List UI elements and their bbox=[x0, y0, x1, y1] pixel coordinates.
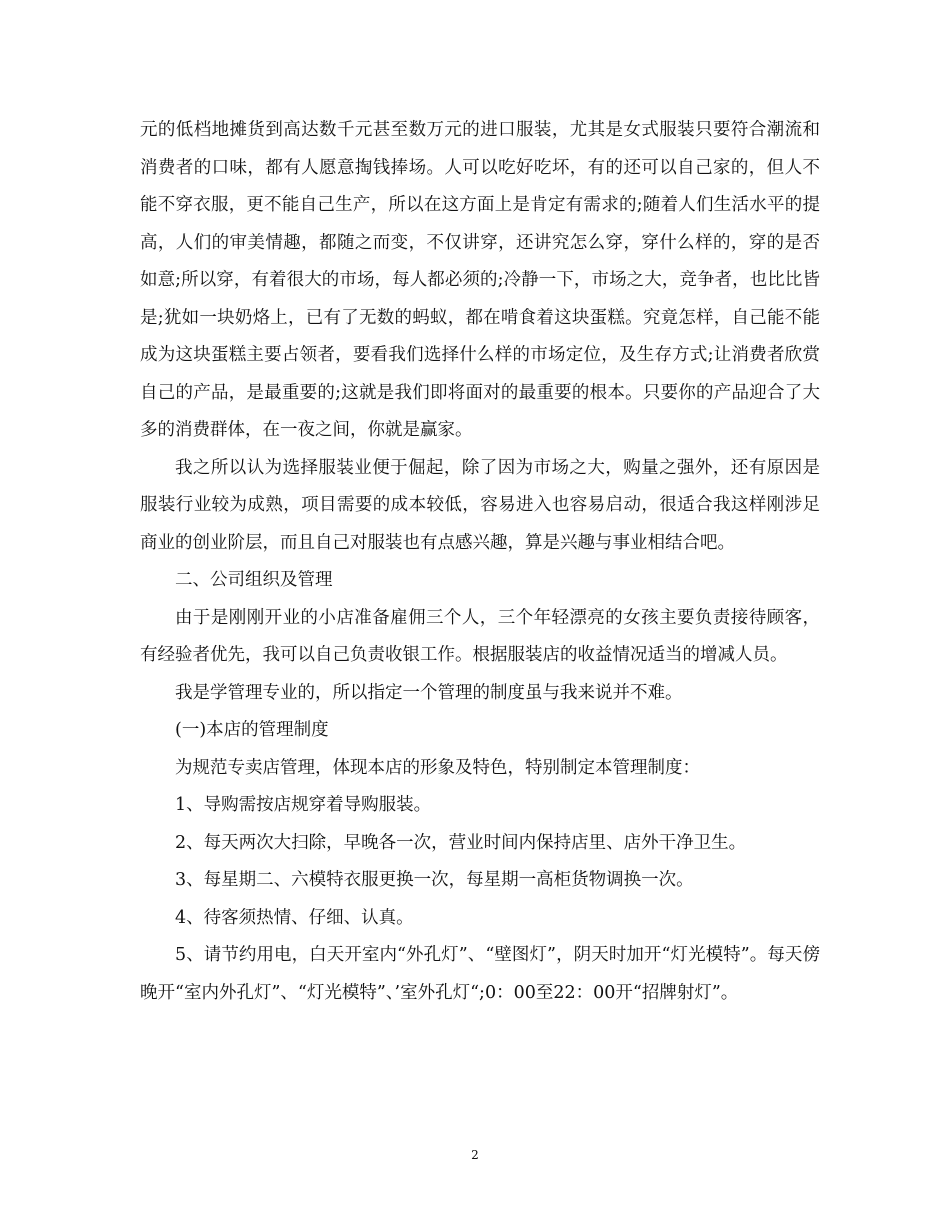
paragraph-market-analysis: 元的低档地摊货到高达数千元甚至数万元的进口服装，尤其是女式服装只要符合潮流和消费者的口味，都有人愿意掏钱捧场。人可以吃好吃坏，有的还可以自己家的，但人不能不穿衣服，更不能自己生产，所以在这方面上是肯定有需求的;随着人们生活水平的提高，人们的审美情趣，都随之而变，不仅讲穿，还讲究怎么穿，穿什么样的，穿的是否如意;所以穿，有着很大的市场，每人都必须的;冷静一下，市场之大，竞争者，也比比皆是;犹如一块奶烙上，已有了无数的蚂蚁，都在啃食着这块蛋糕。究竟怎样，自己能不能成为这块蛋糕主要占领者，要看我们选择什么样的市场定位，及生存方式;让消费者欣赏自己的产品，是最重要的;这就是我们即将面对的最重要的根本。只要你的产品迎合了大多的消费群体，在一夜之间，你就是赢家。 bbox=[140, 120, 820, 440]
paragraph-rules-intro: 为规范专卖店管理，体现本店的形象及特色，特别制定本管理制度： bbox=[175, 757, 700, 778]
paragraph-staffing: 由于是刚刚开业的小店准备雇佣三个人，三个年轻漂亮的女孩主要负责接待顾客，有经验者优先，我可以自己负责收银工作。根据服装店的收益情况适当的增减人员。 bbox=[140, 607, 820, 665]
rule-item-4: 4、待客须热情、仔细、认真。 bbox=[175, 907, 414, 928]
page-number: 2 bbox=[471, 1148, 479, 1162]
rule-item-1: 1、导购需按店规穿着导购服装。 bbox=[175, 795, 432, 815]
paragraph-reason: 我之所以认为选择服装业便于倔起，除了因为市场之大，购量之强外，还有原因是服装行业较为成熟，项目需要的成本较低，容易进入也容易启动，很适合我这样刚涉足商业的创业阶层，而且自己对服装也有点感兴趣，算是兴趣与事业相结合吧。 bbox=[140, 457, 820, 553]
body-text bbox=[140, 112, 820, 1012]
section-heading-organization: 二、公司组织及管理 bbox=[175, 570, 333, 590]
rule-item-5: 5、请节约用电，白天开室内“外孔灯”、“壁图灯”，阴天时加开“灯光模特”。每天傍晚开“室内外孔灯”、“灯光模特”、’室外孔灯“;0：00至22：00开“招牌射灯”。 bbox=[140, 945, 820, 1003]
rule-item-2: 2、每天两次大扫除，早晚各一次，营业时间内保持店里、店外干净卫生。 bbox=[175, 832, 747, 853]
subsection-heading-rules: (一)本店的管理制度 bbox=[175, 720, 329, 740]
rule-item-3: 3、每星期二、六模特衣服更换一次，每星期一高柜货物调换一次。 bbox=[175, 870, 694, 890]
paragraph-management-background: 我是学管理专业的，所以指定一个管理的制度虽与我来说并不难。 bbox=[175, 682, 683, 703]
